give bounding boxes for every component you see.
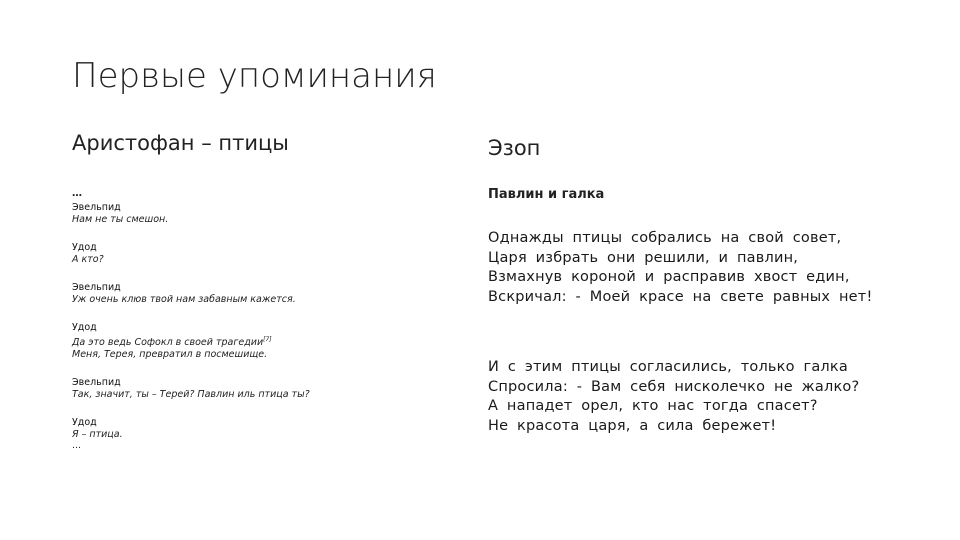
fable-verse: И с этим птицы согласились, только галка	[488, 359, 848, 375]
fable-stanza-2	[488, 358, 888, 436]
fable-title: Павлин и галка	[488, 187, 605, 202]
footnote-marker: [7]	[263, 336, 272, 343]
fable-stanza-1	[488, 229, 888, 307]
fable-verse: Однажды птицы собрались на свой совет,	[488, 230, 842, 246]
dialogue-line: А кто?	[72, 254, 104, 265]
dialogue-line	[72, 334, 432, 349]
dialogue-speaker: Эвельпид	[72, 202, 121, 213]
dialogue-line-text: Да это ведь Софокл в своей трагедии	[72, 337, 264, 349]
dialogue-entry	[72, 202, 432, 226]
fable-verse: А нападет орел, кто нас тогда спасет?	[488, 398, 818, 414]
dialogue-line: Нам не ты смешон.	[72, 214, 169, 225]
dialogue-line: Уж очень клюв твой нам забавным кажется.	[72, 294, 296, 305]
dialogue-entry	[72, 282, 432, 306]
dialogue-entry	[72, 417, 432, 441]
dialogue-entry	[72, 377, 432, 401]
dialogue-line: Меня, Терея, превратил в посмешище.	[72, 349, 268, 361]
dialogue-ellipsis-top: …	[72, 188, 82, 199]
aesop-heading: Эзоп	[488, 136, 541, 160]
dialogue-speaker: Удод	[72, 322, 97, 333]
dialogue-entry	[72, 322, 432, 361]
dialogue-entry	[72, 242, 432, 266]
aristophanes-heading: Аристофан – птицы	[72, 131, 289, 155]
fable-verse: Царя избрать они решили, и павлин,	[488, 249, 799, 266]
dialogue-line: Так, значит, ты – Терей? Павлин иль птица ты?	[72, 389, 310, 401]
dialogue-ellipsis-bottom: …	[72, 441, 81, 452]
fable-verse: Спросила: - Вам себя нисколечко не жалко?	[488, 378, 860, 395]
dialogue-speaker: Удод	[72, 242, 97, 253]
slide-title: Первые упоминания	[72, 56, 437, 96]
fable-verse: Не красота царя, а сила бережет!	[488, 417, 777, 434]
birds-dialogue	[72, 188, 432, 452]
dialogue-speaker: Эвельпид	[72, 377, 121, 389]
fable-verse: Вскричал: - Моей красе на свете равных нет!	[488, 288, 873, 305]
dialogue-speaker: Удод	[72, 417, 97, 429]
fable-verse: Взмахнув короной и расправив хвост един,	[488, 269, 850, 285]
dialogue-line: Я – птица.	[72, 429, 123, 441]
dialogue-speaker: Эвельпид	[72, 282, 121, 293]
